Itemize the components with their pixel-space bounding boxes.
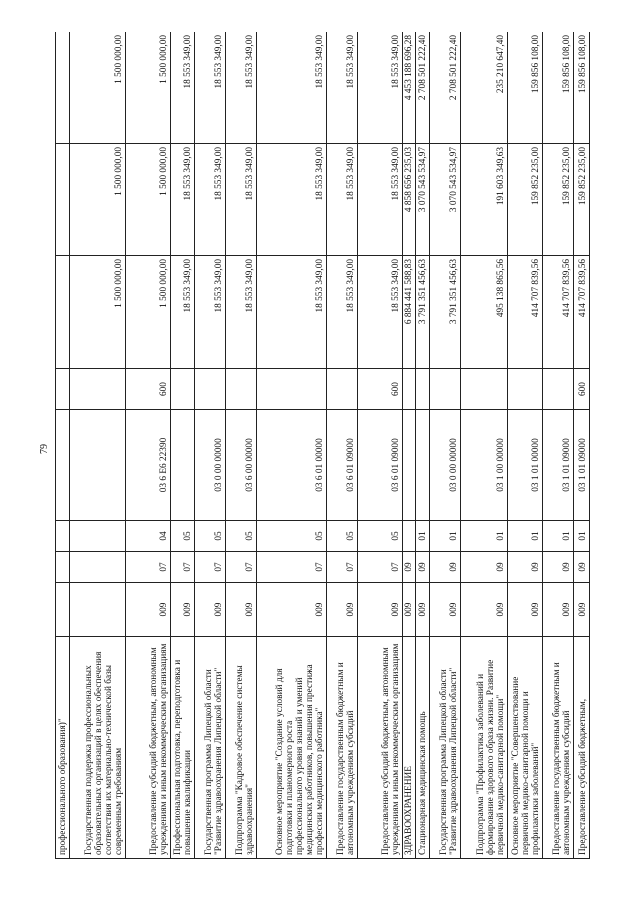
cell-sum-year2: 159 852 235,00	[543, 144, 574, 256]
table-row	[461, 32, 508, 859]
table-row	[402, 32, 416, 859]
cell-sum-year1: 18 553 349,00	[170, 256, 195, 369]
cell-admin-code: 009	[461, 583, 508, 637]
cell-expense-type: 600	[573, 369, 589, 410]
cell-expense-type: 600	[126, 369, 171, 410]
cell-sum-year2: 18 553 349,00	[257, 144, 327, 256]
cell-admin-code: 009	[402, 583, 416, 637]
table-row	[56, 32, 70, 859]
table-rotator	[55, 32, 590, 859]
rotated-table-area	[55, 32, 590, 859]
cell-subsection: 01	[461, 521, 508, 552]
cell-sum-year3: 1 500 000,00	[69, 32, 125, 144]
cell-target-article: 03 1 01 09000	[573, 410, 589, 521]
cell-sum-year1: 414 707 839,56	[573, 256, 589, 369]
budget-table	[55, 32, 590, 859]
cell-admin-code: 009	[226, 583, 257, 637]
cell-expense-type	[170, 369, 195, 410]
cell-admin-code: 009	[327, 583, 358, 637]
cell-sum-year1: 18 553 349,00	[327, 256, 358, 369]
cell-sum-year1: 414 707 839,56	[543, 256, 574, 369]
cell-sum-year3: 18 553 349,00	[170, 32, 195, 144]
cell-name: Предоставление государственным бюджетным и автономным учреждениям субсидий	[327, 637, 358, 859]
cell-sum-year3: 159 856 108,00	[543, 32, 574, 144]
table-row	[358, 32, 403, 859]
cell-target-article	[416, 410, 430, 521]
cell-sum-year2: 18 553 349,00	[327, 144, 358, 256]
cell-sum-year2: 18 553 349,00	[195, 144, 226, 256]
cell-section: 09	[507, 552, 542, 583]
cell-sum-year1: 18 553 349,00	[195, 256, 226, 369]
cell-name: ЗДРАВООХРАНЕНИЕ	[402, 637, 416, 859]
cell-subsection: 05	[195, 521, 226, 552]
table-row	[430, 32, 461, 859]
cell-sum-year1: 6 884 441 588,83	[402, 256, 416, 369]
cell-section: 07	[170, 552, 195, 583]
cell-sum-year3: 4 453 188 696,28	[402, 32, 416, 144]
cell-sum-year3: 18 553 349,00	[327, 32, 358, 144]
cell-sum-year3: 18 553 349,00	[226, 32, 257, 144]
cell-subsection: 04	[126, 521, 171, 552]
cell-target-article: 03 6 01 09000	[327, 410, 358, 521]
cell-name: Предоставление субсидий бюджетным,	[573, 637, 589, 859]
cell-admin-code: 009	[416, 583, 430, 637]
cell-sum-year2	[56, 144, 70, 256]
cell-sum-year3: 235 210 647,40	[461, 32, 508, 144]
cell-name: Государственная программа Липецкой области "Развитие здравоохранения Липецкой области"	[195, 637, 226, 859]
cell-name: Подпрограмма "Кадровое обеспечение системы здравоохранения"	[226, 637, 257, 859]
cell-expense-type	[416, 369, 430, 410]
cell-sum-year2: 191 603 349,63	[461, 144, 508, 256]
cell-sum-year1: 1 500 000,00	[69, 256, 125, 369]
cell-sum-year1: 1 500 000,00	[126, 256, 171, 369]
table-row	[69, 32, 125, 859]
cell-sum-year1: 18 553 349,00	[358, 256, 403, 369]
cell-section: 09	[402, 552, 416, 583]
cell-sum-year2: 18 553 349,00	[358, 144, 403, 256]
cell-section: 07	[358, 552, 403, 583]
cell-sum-year2: 18 553 349,00	[226, 144, 257, 256]
cell-name: Предоставление субсидий бюджетным, автономным учреждениям и иным некоммерческим организациям	[358, 637, 403, 859]
cell-sum-year1: 414 707 839,56	[507, 256, 542, 369]
cell-subsection: 01	[573, 521, 589, 552]
cell-target-article: 03 6 00 00000	[226, 410, 257, 521]
cell-name: Государственная программа Липецкой области "Развитие здравоохранения Липецкой области"	[430, 637, 461, 859]
cell-subsection	[402, 521, 416, 552]
cell-admin-code: 009	[543, 583, 574, 637]
cell-sum-year2: 1 500 000,00	[69, 144, 125, 256]
cell-sum-year2: 4 858 656 235,03	[402, 144, 416, 256]
cell-name: Основное мероприятие "Совершенствование первичной медико-санитарной помощи и профилактики заболеваний"	[507, 637, 542, 859]
cell-target-article: 03 1 00 00000	[461, 410, 508, 521]
cell-sum-year1: 18 553 349,00	[257, 256, 327, 369]
cell-target-article: 03 1 01 09000	[543, 410, 574, 521]
table-row	[170, 32, 195, 859]
cell-sum-year3: 159 856 108,00	[507, 32, 542, 144]
cell-subsection: 01	[543, 521, 574, 552]
cell-target-article: 03 0 00 00000	[430, 410, 461, 521]
cell-target-article: 03 0 00 00000	[195, 410, 226, 521]
cell-name: Стационарная медицинская помощь	[416, 637, 430, 859]
cell-target-article	[69, 410, 125, 521]
cell-admin-code: 009	[573, 583, 589, 637]
cell-target-article: 03 6 01 09000	[358, 410, 403, 521]
cell-target-article: 03 6 Е6 22390	[126, 410, 171, 521]
cell-sum-year1: 3 791 351 456,63	[416, 256, 430, 369]
table-row	[543, 32, 574, 859]
cell-target-article: 03 6 01 00000	[257, 410, 327, 521]
cell-name: Профессиональная подготовка, переподготовка и повышение квалификации	[170, 637, 195, 859]
cell-admin-code	[56, 583, 70, 637]
cell-subsection: 05	[257, 521, 327, 552]
cell-sum-year1: 3 791 351 456,63	[430, 256, 461, 369]
cell-expense-type	[69, 369, 125, 410]
cell-section: 07	[226, 552, 257, 583]
cell-section: 09	[461, 552, 508, 583]
cell-expense-type	[327, 369, 358, 410]
cell-section: 07	[257, 552, 327, 583]
cell-sum-year1: 495 138 865,56	[461, 256, 508, 369]
cell-target-article	[56, 410, 70, 521]
cell-expense-type	[226, 369, 257, 410]
cell-target-article	[170, 410, 195, 521]
table-row	[416, 32, 430, 859]
cell-admin-code: 009	[358, 583, 403, 637]
table-row	[126, 32, 171, 859]
cell-sum-year3: 159 856 108,00	[573, 32, 589, 144]
cell-admin-code: 009	[507, 583, 542, 637]
table-row	[507, 32, 542, 859]
table-row	[257, 32, 327, 859]
cell-expense-type	[402, 369, 416, 410]
cell-sum-year1: 18 553 349,00	[226, 256, 257, 369]
cell-admin-code: 009	[126, 583, 171, 637]
cell-expense-type	[507, 369, 542, 410]
cell-expense-type: 600	[358, 369, 403, 410]
cell-sum-year3: 2 708 501 222,40	[430, 32, 461, 144]
cell-expense-type	[56, 369, 70, 410]
cell-name: Предоставление государственным бюджетным и автономным учреждениям субсидий	[543, 637, 574, 859]
cell-name: Основное мероприятие "Создание условий для подготовки и планомерного роста профессионального уровня знаний и умений медицинских работников, повышения престижа профессии медицинского работника"	[257, 637, 327, 859]
cell-sum-year3: 18 553 349,00	[358, 32, 403, 144]
cell-admin-code: 009	[195, 583, 226, 637]
page-number: 79	[39, 444, 50, 454]
cell-expense-type	[430, 369, 461, 410]
cell-expense-type	[461, 369, 508, 410]
cell-sum-year2: 159 852 235,00	[507, 144, 542, 256]
table-row	[327, 32, 358, 859]
cell-admin-code	[69, 583, 125, 637]
cell-name: Предоставление субсидий бюджетным, автономным учреждениям и иным некоммерческим организациям	[126, 637, 171, 859]
cell-section: 07	[195, 552, 226, 583]
cell-sum-year3: 18 553 349,00	[257, 32, 327, 144]
cell-sum-year2: 3 070 543 534,97	[416, 144, 430, 256]
cell-subsection: 05	[170, 521, 195, 552]
cell-subsection: 05	[327, 521, 358, 552]
cell-subsection	[69, 521, 125, 552]
cell-sum-year2: 1 500 000,00	[126, 144, 171, 256]
cell-admin-code: 009	[430, 583, 461, 637]
cell-subsection: 01	[416, 521, 430, 552]
cell-target-article: 03 1 01 00000	[507, 410, 542, 521]
cell-sum-year2: 18 553 349,00	[170, 144, 195, 256]
cell-target-article	[402, 410, 416, 521]
cell-name: профессионального образования)"	[56, 637, 70, 859]
cell-sum-year2: 159 852 235,00	[573, 144, 589, 256]
cell-sum-year3: 2 708 501 222,40	[416, 32, 430, 144]
cell-sum-year3: 18 553 349,00	[195, 32, 226, 144]
cell-section: 09	[543, 552, 574, 583]
cell-section: 09	[573, 552, 589, 583]
cell-section	[56, 552, 70, 583]
cell-sum-year2: 3 070 543 534,97	[430, 144, 461, 256]
cell-section: 07	[327, 552, 358, 583]
cell-expense-type	[543, 369, 574, 410]
cell-name: Государственная поддержка профессиональных образовательных организаций в целях обеспечения соответствия их материально-технической базы современным требованиям	[69, 637, 125, 859]
cell-admin-code: 009	[257, 583, 327, 637]
cell-section: 09	[416, 552, 430, 583]
cell-sum-year3: 1 500 000,00	[126, 32, 171, 144]
cell-subsection: 05	[226, 521, 257, 552]
cell-sum-year1	[56, 256, 70, 369]
cell-expense-type	[195, 369, 226, 410]
cell-expense-type	[257, 369, 327, 410]
cell-section: 09	[430, 552, 461, 583]
table-row	[195, 32, 226, 859]
cell-admin-code: 009	[170, 583, 195, 637]
table-row	[226, 32, 257, 859]
cell-subsection: 01	[430, 521, 461, 552]
cell-name: Подпрограмма "Профилактика заболеваний и формирование здорового образа жизни. Развитие первичной медико-санитарной помощи"	[461, 637, 508, 859]
cell-section: 07	[126, 552, 171, 583]
cell-sum-year3	[56, 32, 70, 144]
cell-subsection	[56, 521, 70, 552]
cell-section	[69, 552, 125, 583]
table-row	[573, 32, 589, 859]
cell-subsection: 05	[358, 521, 403, 552]
cell-subsection: 01	[507, 521, 542, 552]
